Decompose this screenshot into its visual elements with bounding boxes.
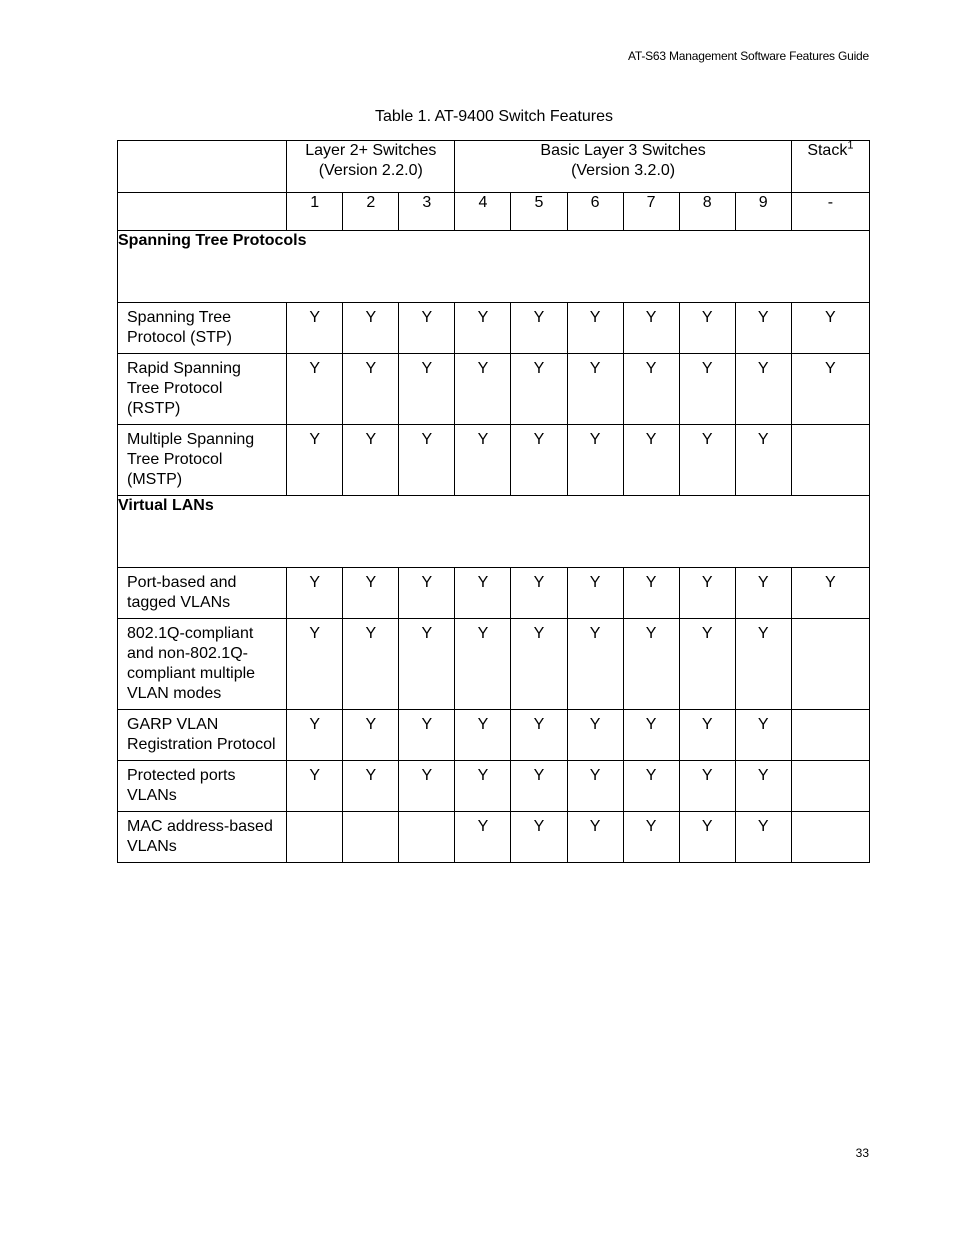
table-row <box>118 303 870 354</box>
column-number: 7 <box>623 193 679 231</box>
support-cell: Y <box>679 354 735 425</box>
support-cell: Y <box>567 812 623 863</box>
support-cell: Y <box>399 619 455 710</box>
table-row <box>118 568 870 619</box>
support-cell: Y <box>623 710 679 761</box>
section-title: Spanning Tree Protocols <box>118 231 870 303</box>
support-cell: Y <box>735 425 791 496</box>
support-cell: Y <box>399 425 455 496</box>
support-cell: Y <box>735 812 791 863</box>
support-cell: Y <box>735 619 791 710</box>
support-cell: Y <box>511 812 567 863</box>
column-group-layer3-line1: Basic Layer 3 Switches <box>540 142 706 159</box>
support-cell: Y <box>567 619 623 710</box>
support-cell: Y <box>287 354 343 425</box>
support-cell <box>791 761 869 812</box>
feature-label: 802.1Q-compliant and non-802.1Q-compliant multiple VLAN modes <box>118 619 287 710</box>
support-cell: Y <box>343 354 399 425</box>
page-number: 33 <box>855 1146 869 1160</box>
support-cell: Y <box>623 354 679 425</box>
features-table <box>117 140 870 863</box>
column-number: 1 <box>287 193 343 231</box>
support-cell <box>791 710 869 761</box>
column-group-stack <box>791 141 869 193</box>
support-cell: Y <box>343 619 399 710</box>
support-cell: Y <box>287 761 343 812</box>
support-cell: Y <box>679 568 735 619</box>
footnote-marker: 1 <box>847 140 854 152</box>
column-number: - <box>791 193 869 231</box>
column-number: 3 <box>399 193 455 231</box>
running-header: AT-S63 Management Software Features Guide <box>627 49 869 63</box>
column-group-stack-label: Stack <box>807 142 848 159</box>
support-cell: Y <box>623 619 679 710</box>
header-row-groups <box>118 141 870 193</box>
support-cell: Y <box>455 812 511 863</box>
support-cell: Y <box>679 761 735 812</box>
support-cell <box>343 812 399 863</box>
feature-label: Rapid Spanning Tree Protocol (RSTP) <box>118 354 287 425</box>
support-cell: Y <box>735 710 791 761</box>
support-cell: Y <box>511 619 567 710</box>
support-cell: Y <box>455 425 511 496</box>
header-corner-cell <box>118 141 287 193</box>
support-cell: Y <box>455 303 511 354</box>
support-cell: Y <box>679 812 735 863</box>
column-group-layer2 <box>287 141 455 193</box>
column-number: 4 <box>455 193 511 231</box>
support-cell: Y <box>511 303 567 354</box>
table-caption: Table 1. AT-9400 Switch Features <box>374 108 614 125</box>
support-cell: Y <box>399 761 455 812</box>
support-cell: Y <box>511 568 567 619</box>
table-row <box>118 710 870 761</box>
support-cell: Y <box>511 425 567 496</box>
support-cell: Y <box>455 619 511 710</box>
support-cell: Y <box>735 303 791 354</box>
support-cell: Y <box>399 568 455 619</box>
support-cell: Y <box>623 761 679 812</box>
table-row <box>118 354 870 425</box>
support-cell: Y <box>567 710 623 761</box>
support-cell: Y <box>735 761 791 812</box>
support-cell: Y <box>343 568 399 619</box>
support-cell: Y <box>455 710 511 761</box>
support-cell: Y <box>679 303 735 354</box>
support-cell: Y <box>679 710 735 761</box>
support-cell: Y <box>455 568 511 619</box>
support-cell: Y <box>343 710 399 761</box>
support-cell: Y <box>511 354 567 425</box>
support-cell: Y <box>791 568 869 619</box>
support-cell: Y <box>399 303 455 354</box>
section-header-row <box>118 496 870 568</box>
column-group-layer2-line2: (Version 2.2.0) <box>318 162 423 179</box>
table-row <box>118 761 870 812</box>
table-row <box>118 812 870 863</box>
support-cell: Y <box>567 761 623 812</box>
support-cell: Y <box>343 425 399 496</box>
support-cell: Y <box>735 568 791 619</box>
column-group-layer2-line1: Layer 2+ Switches <box>305 142 437 159</box>
support-cell: Y <box>343 303 399 354</box>
support-cell: Y <box>735 354 791 425</box>
support-cell: Y <box>455 354 511 425</box>
column-number: 8 <box>679 193 735 231</box>
support-cell: Y <box>567 354 623 425</box>
support-cell: Y <box>287 710 343 761</box>
feature-label: Spanning Tree Protocol (STP) <box>118 303 287 354</box>
feature-label: Protected ports VLANs <box>118 761 287 812</box>
support-cell <box>791 619 869 710</box>
support-cell: Y <box>287 425 343 496</box>
section-header-row <box>118 231 870 303</box>
support-cell: Y <box>567 303 623 354</box>
support-cell: Y <box>511 761 567 812</box>
support-cell <box>791 425 869 496</box>
column-number: 5 <box>511 193 567 231</box>
column-number: 6 <box>567 193 623 231</box>
support-cell: Y <box>791 303 869 354</box>
feature-label: Port-based and tagged VLANs <box>118 568 287 619</box>
column-number: 2 <box>343 193 399 231</box>
feature-label: Multiple Spanning Tree Protocol (MSTP) <box>118 425 287 496</box>
support-cell: Y <box>623 303 679 354</box>
support-cell: Y <box>287 568 343 619</box>
support-cell: Y <box>623 568 679 619</box>
support-cell: Y <box>623 425 679 496</box>
header-number-corner-cell <box>118 193 287 231</box>
column-group-layer3 <box>455 141 791 193</box>
support-cell: Y <box>399 354 455 425</box>
support-cell: Y <box>287 303 343 354</box>
support-cell: Y <box>791 354 869 425</box>
section-title: Virtual LANs <box>118 496 870 568</box>
header-row-numbers <box>118 193 870 231</box>
support-cell <box>791 812 869 863</box>
support-cell: Y <box>399 710 455 761</box>
column-group-layer3-line2: (Version 3.2.0) <box>571 162 676 179</box>
support-cell: Y <box>679 425 735 496</box>
table-row <box>118 619 870 710</box>
feature-label: GARP VLAN Registration Protocol <box>118 710 287 761</box>
support-cell: Y <box>455 761 511 812</box>
support-cell: Y <box>623 812 679 863</box>
feature-label: MAC address-based VLANs <box>118 812 287 863</box>
support-cell <box>287 812 343 863</box>
column-number: 9 <box>735 193 791 231</box>
table-row <box>118 425 870 496</box>
support-cell: Y <box>679 619 735 710</box>
support-cell: Y <box>567 568 623 619</box>
support-cell <box>399 812 455 863</box>
support-cell: Y <box>343 761 399 812</box>
support-cell: Y <box>511 710 567 761</box>
support-cell: Y <box>287 619 343 710</box>
support-cell: Y <box>567 425 623 496</box>
